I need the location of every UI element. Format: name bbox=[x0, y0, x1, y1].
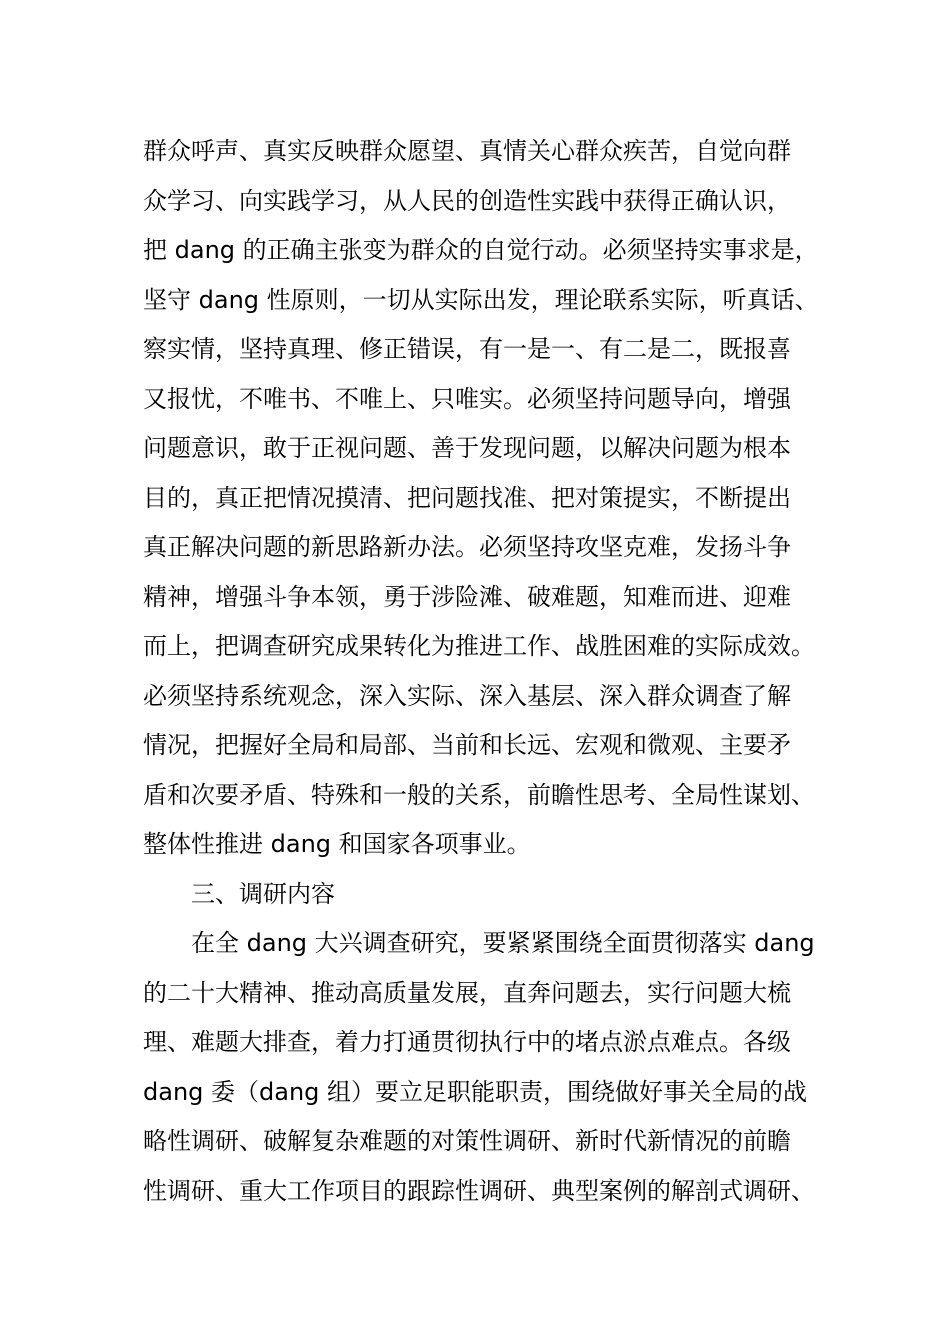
text-line: 理、难题大排查，着力打通贯彻执行中的堵点淤点难点。各级 bbox=[143, 1028, 791, 1056]
text-line: 又报忧，不唯书、不唯上、只唯实。必须坚持问题导向，增强 bbox=[143, 384, 791, 413]
text-line: 众学习、向实践学习，从人民的创造性实践中获得正确认识， bbox=[143, 186, 791, 215]
body-text bbox=[143, 127, 833, 1216]
text-line: 盾和次要矛盾、特殊和一般的关系，前瞻性思考、全局性谋划、 bbox=[143, 780, 815, 809]
text-line: 问题意识，敢于正视问题、善于发现问题，以解决问题为根本 bbox=[143, 434, 791, 462]
text-line: dang 委（dang 组）要立足职能职责，围绕做好事关全局的战 bbox=[143, 1077, 808, 1106]
text-line: 坚守 dang 性原则，一切从实际出发，理论联系实际，听真话、 bbox=[143, 285, 819, 314]
text-line: 精神，增强斗争本领，勇于涉险滩、破难题，知难而进、迎难 bbox=[143, 582, 791, 611]
text-line: 而上，把调查研究成果转化为推进工作、战胜困难的实际成效。 bbox=[143, 632, 815, 660]
text-line: 在全 dang 大兴调查研究，要紧紧围绕全面贯彻落实 dang bbox=[191, 929, 815, 957]
text-line: 必须坚持系统观念，深入实际、深入基层、深入群众调查了解 bbox=[143, 681, 791, 710]
text-line: 情况，把握好全局和局部、当前和长远、宏观和微观、主要矛 bbox=[143, 731, 791, 759]
section-heading: 三、调研内容 bbox=[191, 879, 335, 908]
text-line: 真正解决问题的新思路新办法。必须坚持攻坚克难，发扬斗争 bbox=[143, 533, 791, 561]
text-line: 把 dang 的正确主张变为群众的自觉行动。必须坚持实事求是， bbox=[143, 236, 819, 264]
text-line: 性调研、重大工作项目的跟踪性调研、典型案例的解剖式调研、 bbox=[143, 1176, 815, 1205]
text-line: 略性调研、破解复杂难题的对策性调研、新时代新情况的前瞻 bbox=[143, 1127, 791, 1155]
text-line: 目的，真正把情况摸清、把问题找准、把对策提实，不断提出 bbox=[143, 483, 791, 512]
text-line: 的二十大精神、推动高质量发展，直奔问题去，实行问题大梳 bbox=[143, 978, 791, 1007]
text-line: 群众呼声、真实反映群众愿望、真情关心群众疾苦，自觉向群 bbox=[143, 137, 791, 165]
text-line: 整体性推进 dang 和国家各项事业。 bbox=[143, 830, 531, 858]
text-line: 察实情，坚持真理、修正错误，有一是一、有二是二，既报喜 bbox=[143, 335, 791, 363]
